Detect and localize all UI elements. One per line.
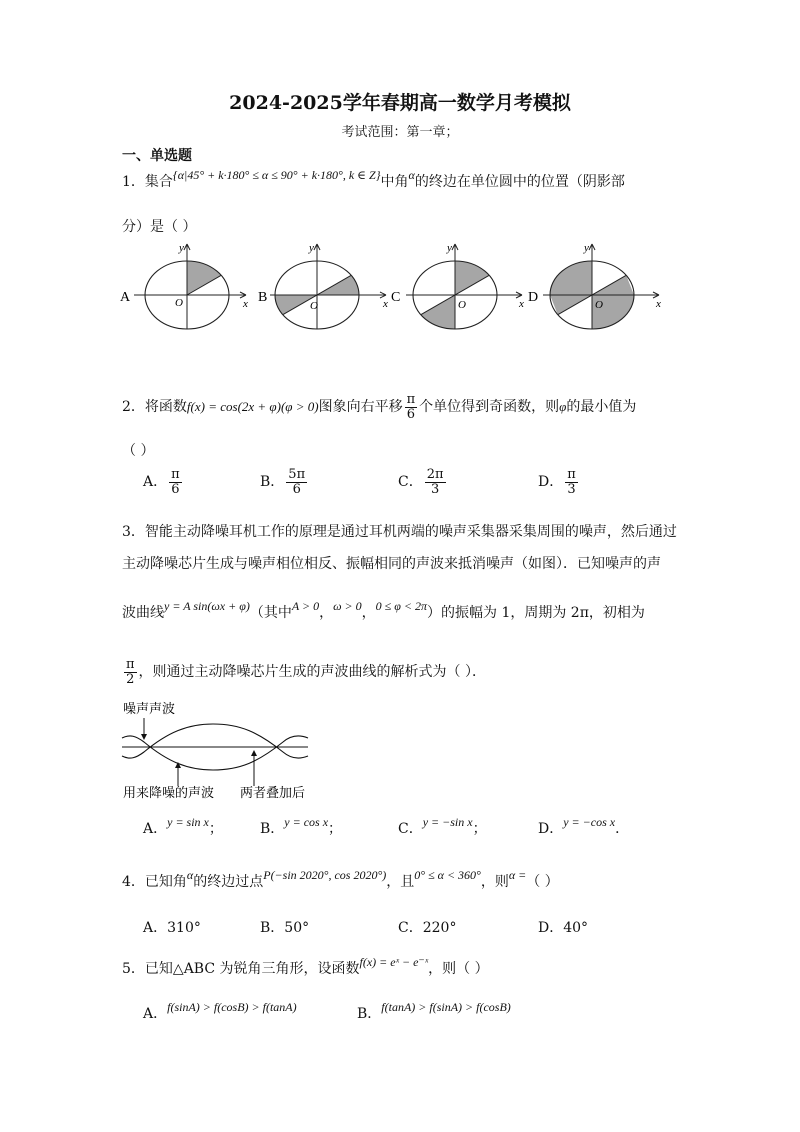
section-heading: 一、单选题 bbox=[122, 148, 192, 164]
y-axis-label: y bbox=[179, 242, 184, 254]
q5-option-b[interactable]: B．f(tanA) > f(sinA) > f(cosB) bbox=[357, 1000, 511, 1022]
unit-circle-figure-b bbox=[270, 242, 388, 329]
option-b-label[interactable]: B bbox=[258, 290, 268, 305]
initial-phase-fraction: $\frac{\pi}{2}$ bbox=[126, 657, 135, 687]
function-expression: f(x) = cos(2x + φ)(φ > 0) bbox=[186, 399, 319, 415]
question-text: 图象向右平移 bbox=[318, 399, 403, 416]
condition-a: A > 0 bbox=[291, 599, 320, 613]
question-text: 的最小值为 bbox=[566, 399, 637, 416]
question-2-line-2: （ ） bbox=[122, 443, 155, 459]
point-expression: P(−sin 2020°, cos 2020°) bbox=[263, 868, 387, 882]
q2-option-a[interactable]: A． $\frac{\pi}{6}$ bbox=[143, 467, 180, 497]
question-5-line-1: 5．已知△ABC 为锐角三角形，设函数f(x) = eˣ − e⁻ˣ，则（ ） bbox=[122, 955, 489, 977]
question-text: 集合 bbox=[144, 174, 173, 190]
set-expression: {α|45° + k·180° ≤ α ≤ 90° + k·180°, k ∈ Z} bbox=[172, 168, 381, 182]
option-c-label[interactable]: C bbox=[391, 290, 401, 305]
x-axis-label: x bbox=[656, 298, 661, 310]
phi-symbol: φ bbox=[559, 399, 567, 415]
question-1-line-2: 分）是（ ） bbox=[122, 219, 197, 235]
question-number: 1． bbox=[122, 174, 145, 190]
option-a-label[interactable]: A bbox=[120, 290, 131, 305]
y-axis-label: y bbox=[584, 242, 589, 254]
shift-fraction: $\frac{\pi}{6}$ bbox=[406, 392, 416, 422]
condition-phi: 0 ≤ φ < 2π bbox=[375, 599, 427, 613]
q3-option-d[interactable]: D．y = −cos x． bbox=[538, 815, 630, 837]
unit-circle-figure-a bbox=[134, 242, 248, 329]
question-number: 4． bbox=[122, 874, 145, 890]
label-anti-noise-wave: 用来降噪的声波 bbox=[123, 785, 215, 800]
origin-label: O bbox=[175, 297, 183, 309]
unit-circle-figure-d bbox=[543, 242, 661, 329]
origin-label: O bbox=[310, 300, 318, 312]
unit-circle-figure-c bbox=[406, 242, 524, 329]
noise-cancel-figure bbox=[118, 700, 318, 800]
question-3-line-1 bbox=[122, 521, 677, 541]
question-3-line-4: $\frac{\pi}{2}$ ，则通过主动降噪芯片生成的声波曲线的解析式为（ ）． bbox=[126, 657, 486, 687]
function-expression: f(x) = eˣ − e⁻ˣ bbox=[359, 955, 429, 969]
x-axis-label: x bbox=[383, 298, 388, 310]
question-text: 的终边在单位圆中的位置（阴影部 bbox=[414, 174, 625, 190]
option-d-label[interactable]: D bbox=[528, 290, 539, 305]
label-superposition: 两者叠加后 bbox=[240, 785, 306, 800]
q2-option-c[interactable]: C． $\frac{2\pi}{3}$ bbox=[398, 467, 444, 497]
origin-label: O bbox=[458, 299, 466, 311]
question-text: 将函数 bbox=[144, 399, 187, 416]
angle-range: 0° ≤ α < 360° bbox=[414, 868, 481, 882]
shaded-sector-b-1 bbox=[317, 275, 359, 295]
noise-wave-curve bbox=[122, 736, 308, 770]
q3-option-c[interactable]: C．y = −sin x； bbox=[398, 815, 487, 837]
question-2-line-1 bbox=[122, 393, 636, 421]
q4-option-d[interactable]: D．40° bbox=[538, 920, 589, 936]
question-number: 3． bbox=[122, 524, 145, 540]
x-axis-label: x bbox=[243, 298, 248, 310]
y-axis-label: y bbox=[447, 242, 452, 254]
anti-noise-wave-curve bbox=[122, 724, 308, 758]
q2-option-d[interactable]: D． $\frac{\pi}{3}$ bbox=[538, 467, 576, 497]
question-3-line-2: 主动降噪芯片生成与噪声相位相反、振幅相同的声波来抵消噪声（如图）．已知噪声的声 bbox=[122, 556, 661, 572]
alpha-symbol: α bbox=[408, 168, 415, 182]
x-axis-label: x bbox=[519, 298, 524, 310]
question-4-line-1: 4．已知角α的终边过点P(−sin 2020°, cos 2020°)，且0° ≤ α < 360°，则α =（ ） bbox=[122, 868, 559, 890]
page-title: 2024-2025学年春期高一数学月考模拟 bbox=[229, 92, 571, 114]
question-1-line-1 bbox=[122, 168, 625, 191]
question-number: 5． bbox=[122, 961, 145, 977]
question-number: 2． bbox=[122, 399, 145, 416]
q3-option-a[interactable]: A．y = sin x； bbox=[143, 815, 223, 837]
origin-label: O bbox=[595, 299, 603, 311]
q2-option-b[interactable]: B． $\frac{5\pi}{6}$ bbox=[260, 467, 306, 497]
y-axis-label: y bbox=[309, 242, 314, 254]
label-noise-wave: 噪声声波 bbox=[123, 701, 176, 716]
alpha-equals: α = bbox=[508, 868, 527, 882]
condition-omega: ω > 0 bbox=[333, 599, 362, 613]
q5-option-a[interactable]: A．f(sinA) > f(cosB) > f(tanA) bbox=[143, 1000, 297, 1022]
q4-option-b[interactable]: B．50° bbox=[260, 920, 310, 936]
question-1-figures bbox=[110, 238, 680, 330]
question-text: 个单位得到奇函数，则 bbox=[419, 399, 560, 416]
exam-scope: 考试范围：第一章； bbox=[341, 125, 459, 140]
q3-option-b[interactable]: B．y = cos x； bbox=[260, 815, 343, 837]
question-text: 智能主动降噪耳机工作的原理是通过耳机两端的噪声采集器采集周围的噪声，然后通过 bbox=[144, 524, 677, 540]
alpha-symbol: α bbox=[186, 868, 194, 882]
question-text: 中角 bbox=[380, 174, 409, 190]
q4-option-a[interactable]: A．310° bbox=[143, 920, 201, 936]
question-3-line-3: 波曲线y = A sin(ωx + φ)（其中A > 0，ω > 0，0 ≤ φ < 2π）的振幅为 1，周期为 2π，初相为 bbox=[122, 599, 645, 621]
q4-option-c[interactable]: C．220° bbox=[398, 920, 457, 936]
noise-curve-expression: y = A sin(ωx + φ) bbox=[164, 599, 250, 613]
